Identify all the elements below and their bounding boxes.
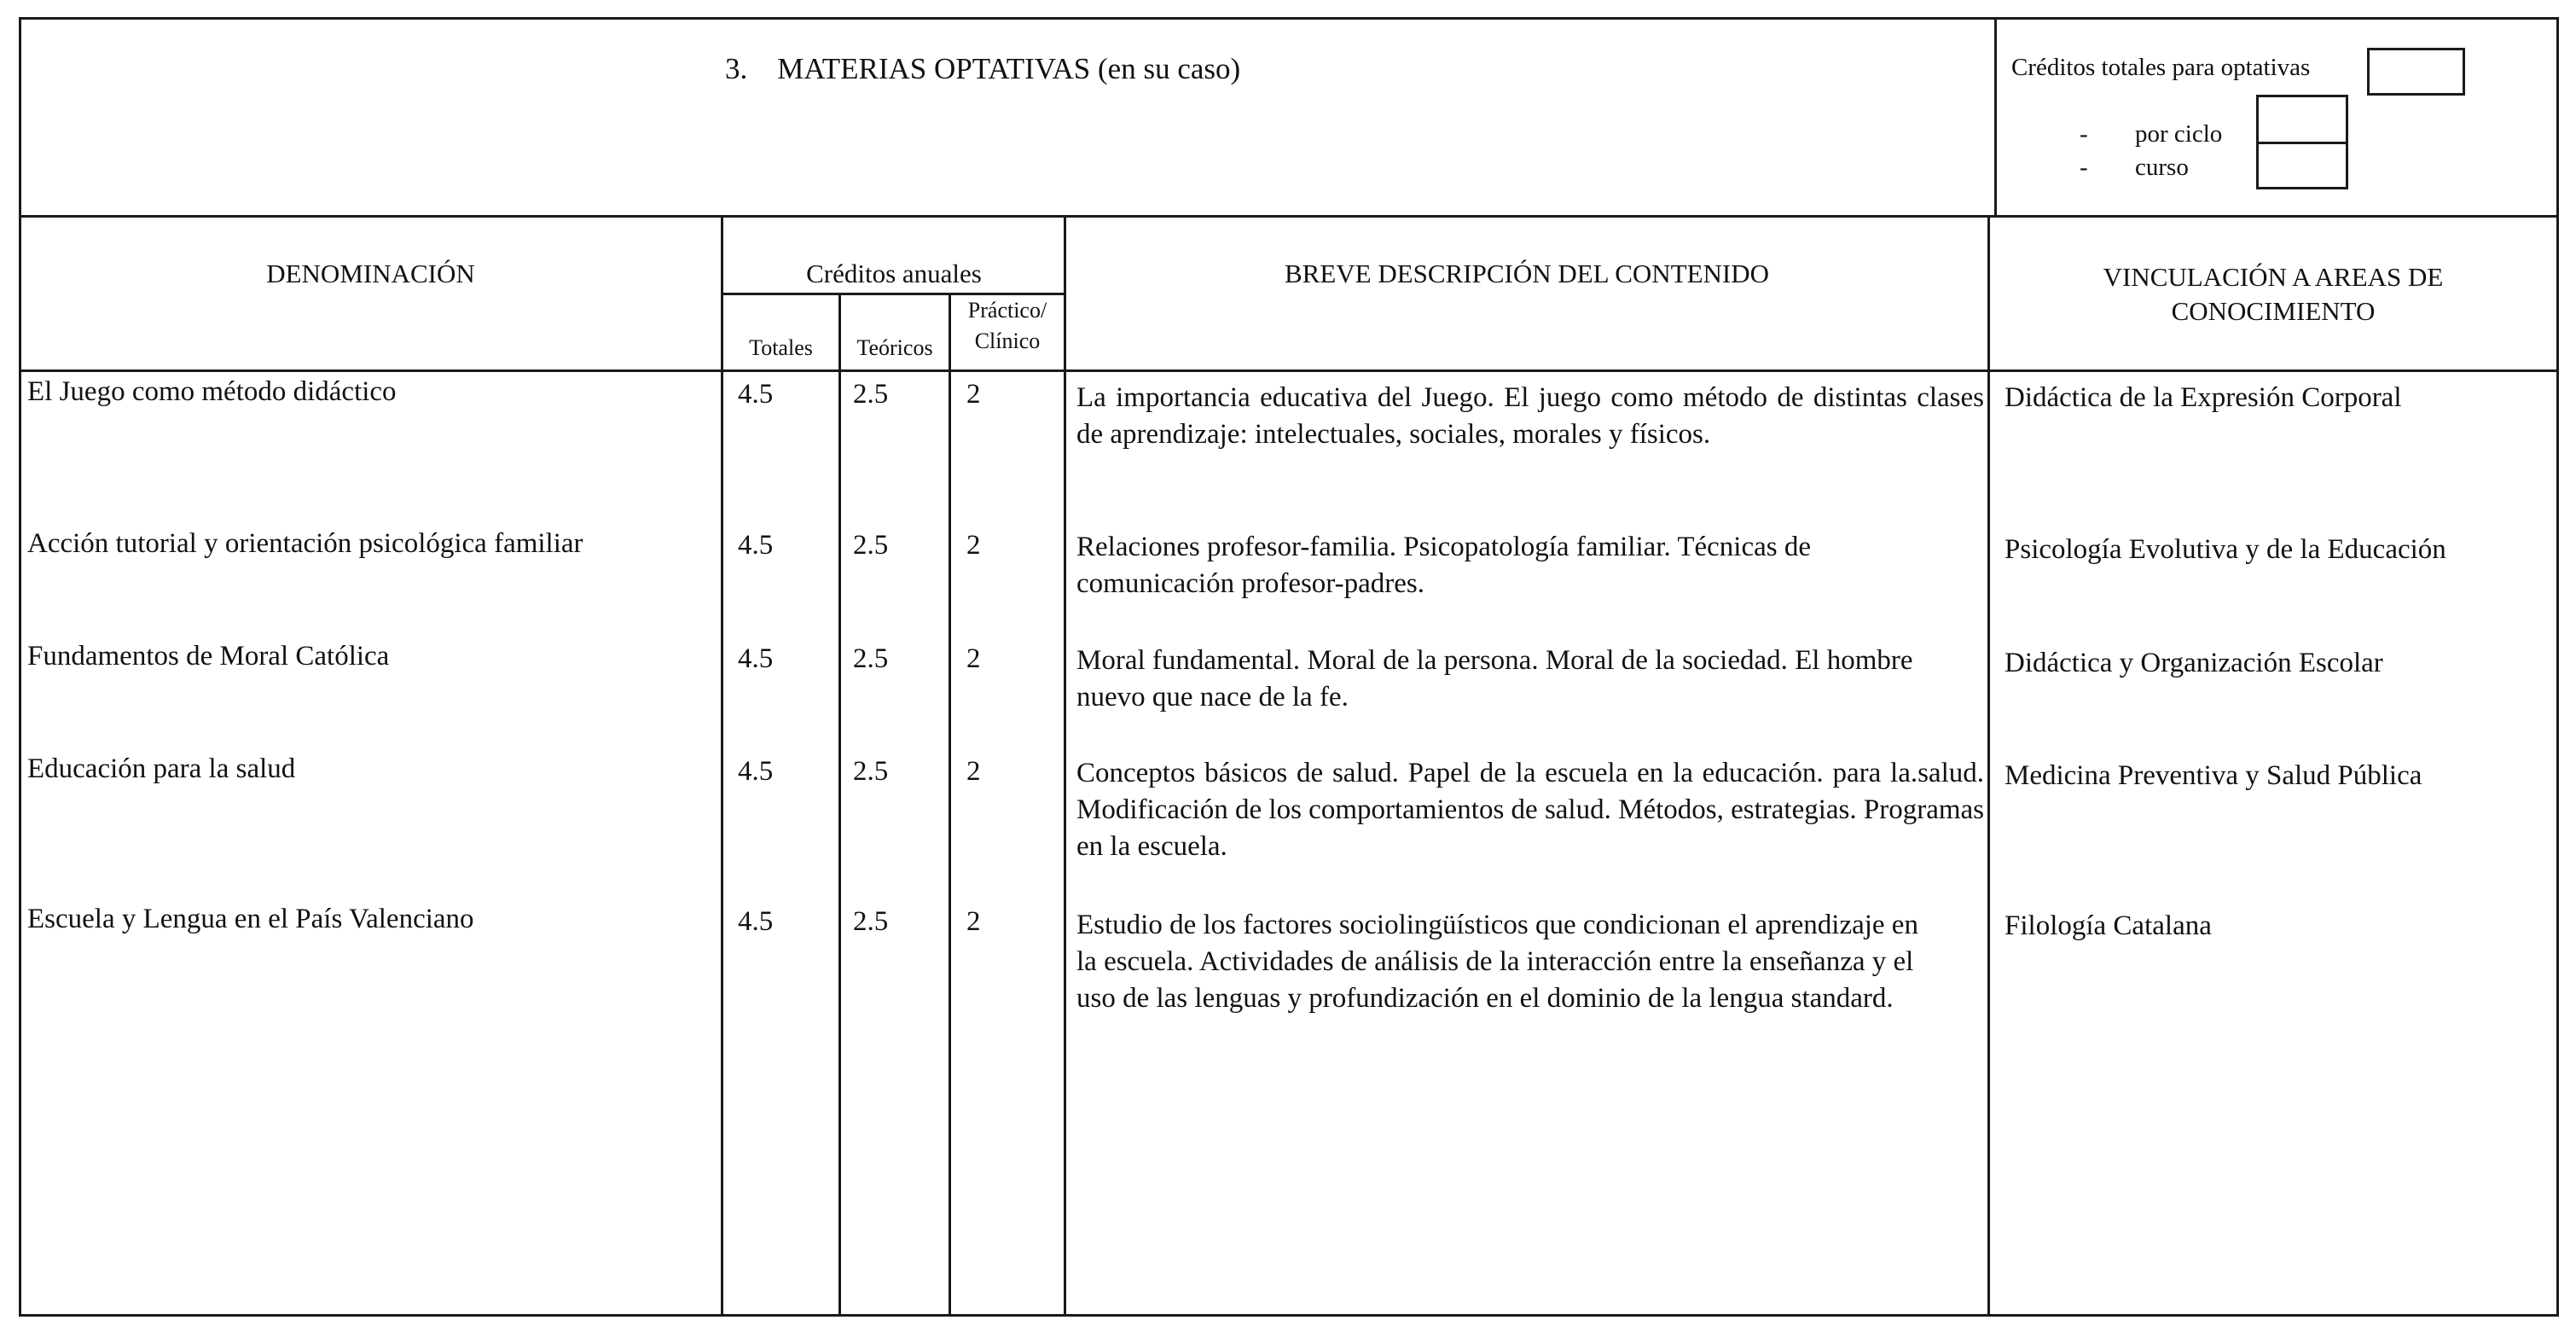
row-1-descripcion: La importancia educativa del Juego. El juego como método de distintas clases de aprendizaje: intelectuales, sociales, morales y físicos. [1076,382,1984,450]
per-cycle-label: por ciclo [2135,120,2223,148]
header-descripcion: BREVE DESCRIPCIÓN DEL CONTENIDO [1284,259,1770,288]
section-title-text: MATERIAS OPTATIVAS (en su caso) [777,52,1241,85]
header-teoricos: Teóricos [856,335,933,360]
table-border-top [19,17,2559,20]
row-1-teoricos: 2.5 [853,379,889,410]
row-4-practico: 2 [966,756,981,787]
row-5-practico: 2 [966,906,981,937]
per-course-box [2256,142,2348,189]
row-4-denominacion: Educación para la salud [27,753,296,784]
row-4-totales: 4.5 [738,756,774,787]
per-cycle-dash: - [2080,120,2088,148]
table-border-left [19,17,21,1317]
header-vinculacion-line1: VINCULACIÓN A AREAS DE [2103,262,2444,292]
row-5-descripcion: Estudio de los factores sociolingüísticos que condicionan el aprendizaje en la escuela. Actividades de análisis de la interacción entre la enseñanza y el uso de las lenguas y profundización en el dominio de la lengua standard. [1076,910,1918,1014]
header-clinico: Clínico [974,329,1041,353]
table-border-bottom [19,1314,2559,1317]
column-divider-5 [1987,215,1990,1316]
section-title [725,51,1240,87]
credits-total-box [2367,48,2465,96]
row-4-area: Medicina Preventiva y Salud Pública [2005,760,2422,791]
header-creditos-anuales: Créditos anuales [806,259,982,288]
row-3-totales: 4.5 [738,643,774,674]
section-number: 3. [725,52,748,85]
row-2-denominacion: Acción tutorial y orientación psicológica familiar [27,528,583,559]
row-5-area: Filología Catalana [2005,910,2212,941]
table-border-right [2556,17,2559,1317]
row-4-descripcion: Conceptos básicos de salud. Papel de la escuela en la educación. para la.salud. Modificación de los comportamientos de salud. Métodos, estrategias. Programas en la escuela. [1076,758,1985,862]
column-divider-4 [1064,215,1066,1316]
header-denominacion: DENOMINACIÓN [266,259,475,288]
header-divider [19,215,2559,218]
row-1-denominacion: El Juego como método didáctico [27,376,397,407]
column-divider-1 [721,215,723,1316]
header-totales: Totales [749,335,813,360]
per-cycle-box [2256,95,2348,144]
row-4-teoricos: 2.5 [853,756,889,787]
credits-total-label: Créditos totales para optativas [2011,54,2311,81]
row-5-denominacion: Escuela y Lengua en el País Valenciano [27,904,474,934]
row-3-teoricos: 2.5 [853,643,889,674]
row-2-descripcion: Relaciones profesor-familia. Psicopatología familiar. Técnicas de comunicación profesor-padres. [1076,532,1812,599]
row-2-practico: 2 [966,530,981,561]
row-3-descripcion: Moral fundamental. Moral de la persona. Moral de la sociedad. El hombre nuevo que nace de la fe. [1076,645,1913,712]
column-divider-2 [838,293,841,1316]
row-3-area: Didáctica y Organización Escolar [2005,648,2383,678]
row-2-totales: 4.5 [738,530,774,561]
credits-panel-divider [1994,17,1997,216]
row-3-denominacion: Fundamentos de Moral Católica [27,641,390,672]
header-vinculacion-line2: CONOCIMIENTO [2171,296,2376,326]
row-1-totales: 4.5 [738,379,774,410]
row-5-teoricos: 2.5 [853,906,889,937]
row-1-practico: 2 [966,379,981,410]
per-course-dash: - [2080,154,2088,181]
creditos-anuales-divider [721,293,1066,295]
column-header-divider [19,369,2559,372]
row-5-totales: 4.5 [738,906,774,937]
row-2-teoricos: 2.5 [853,530,889,561]
column-divider-3 [949,293,951,1316]
per-course-label: curso [2135,154,2189,181]
row-3-practico: 2 [966,643,981,674]
header-practico: Práctico/ [967,298,1047,323]
row-2-area: Psicología Evolutiva y de la Educación [2005,534,2446,565]
row-1-area: Didáctica de la Expresión Corporal [2005,382,2402,413]
